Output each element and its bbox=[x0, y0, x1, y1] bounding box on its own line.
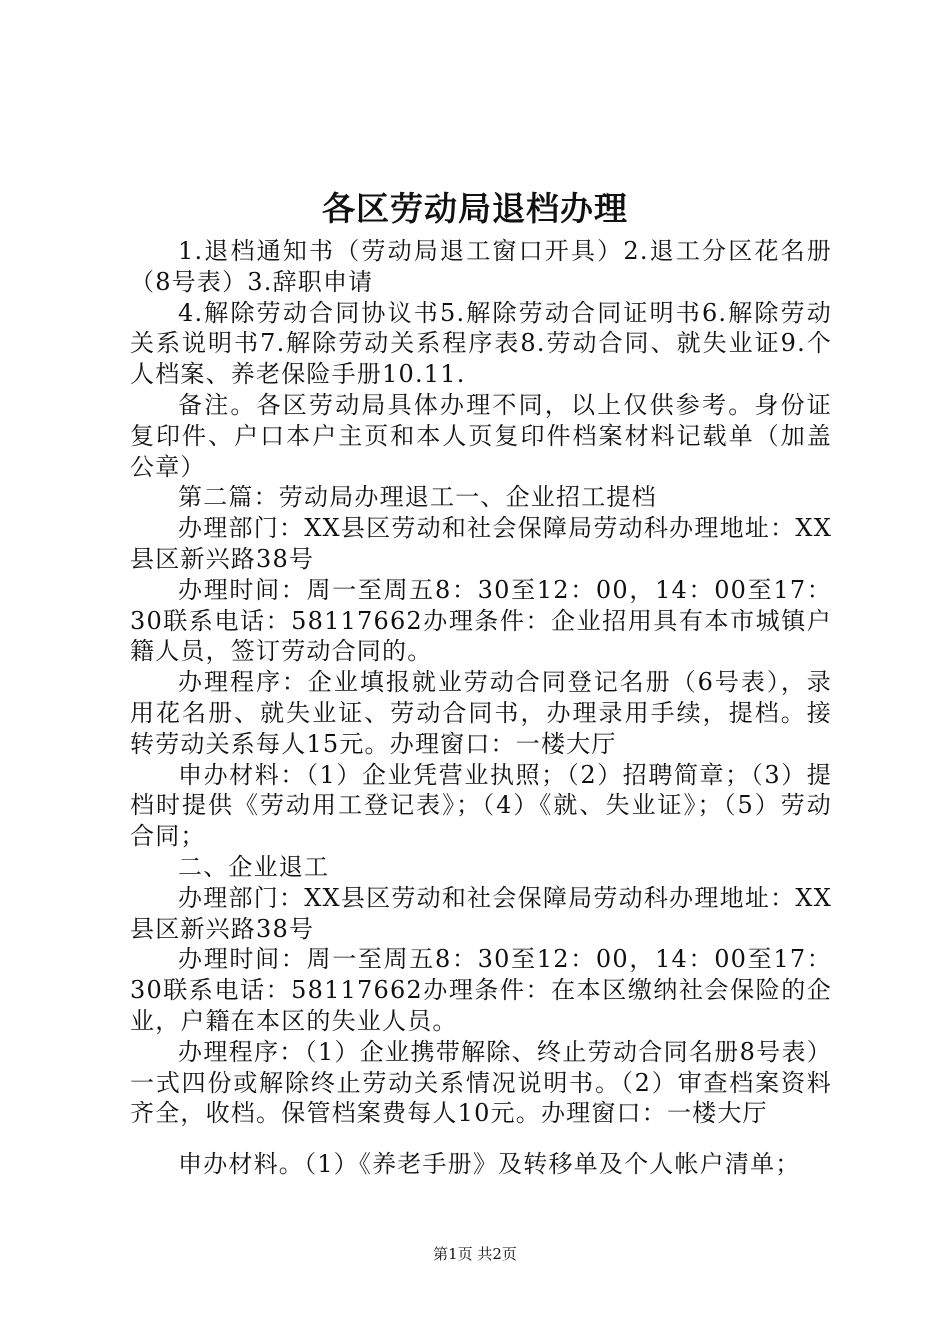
paragraph-6: 办理时间：周一至周五8：30至12：00，14：00至17：30联系电话：58117662办理条件：企业招用具有本市城镇户籍人员，签订劳动合同的。 bbox=[130, 575, 832, 666]
paragraph-8: 申办材料：（1）企业凭营业执照；（2）招聘简章；（3）提档时提供《劳动用工登记表》；（4）《就、失业证》；（5）劳动合同； bbox=[130, 760, 832, 851]
paragraph-12: 办理程序：（1）企业携带解除、终止劳动合同名册8号表）一式四份或解除终止劳动关系情况说明书。（2）审查档案资料齐全，收档。保管档案费每人10元。办理窗口：一楼大厅 bbox=[130, 1037, 832, 1128]
paragraph-11: 办理时间：周一至周五8：30至12：00，14：00至17：30联系电话：58117662办理条件：在本区缴纳社会保险的企业，户籍在本区的失业人员。 bbox=[130, 945, 832, 1035]
paragraph-3: 备注。各区劳动局具体办理不同，以上仅供参考。身份证复印件、户口本户主页和本人页复印件档案材料记载单（加盖公章） bbox=[130, 390, 832, 481]
document-body bbox=[130, 236, 832, 1180]
paragraph-1: 1.退档通知书（劳动局退工窗口开具）2.退工分区花名册（8号表）3.辞职申请 bbox=[130, 237, 832, 296]
paragraph-10: 办理部门：XX县区劳动和社会保障局劳动科办理地址：XX县区新兴路38号 bbox=[130, 883, 832, 943]
paragraph-13: 申办材料。（1）《养老手册》及转移单及个人帐户清单； bbox=[178, 1150, 801, 1179]
page-footer: 第1页 共2页 bbox=[433, 1245, 517, 1263]
paragraph-9: 二、企业退工 bbox=[178, 852, 330, 881]
paragraph-4: 第二篇：劳动局办理退工一、企业招工提档 bbox=[178, 483, 657, 512]
paragraph-2: 4.解除劳动合同协议书5.解除劳动合同证明书6.解除劳动关系说明书7.解除劳动关系程序表8.劳动合同、就失业证9.个人档案、养老保险手册10.11. bbox=[130, 298, 832, 389]
paragraph-5: 办理部门：XX县区劳动和社会保障局劳动科办理地址：XX县区新兴路38号 bbox=[130, 514, 832, 573]
document-title: 各区劳动局退档办理 bbox=[322, 189, 628, 228]
paragraph-7: 办理程序：企业填报就业劳动合同登记名册（6号表），录用花名册、就失业证、劳动合同书，办理录用手续，提档。接转劳动关系每人15元。办理窗口：一楼大厅 bbox=[130, 668, 832, 758]
